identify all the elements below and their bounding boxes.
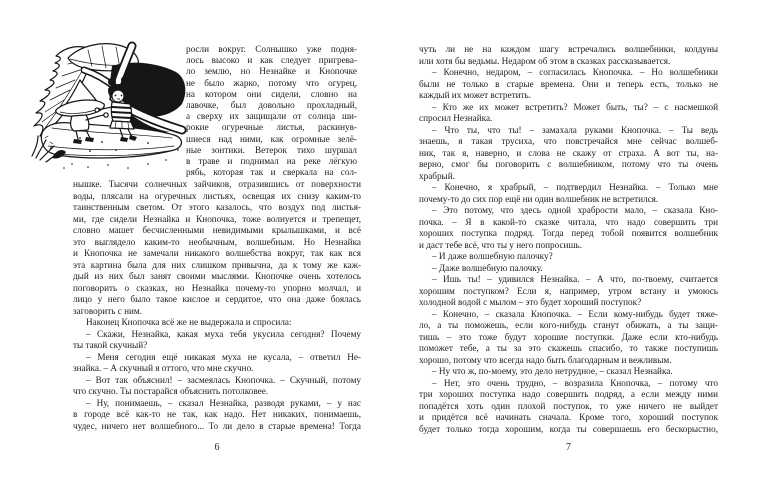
text-line: – Кто же их может встретить? Может быть, ты? – с насмешкой xyxy=(432,101,718,112)
text-line: ник, так я, наверно, и слова не скажу от страха. А вот ты, на- xyxy=(419,147,718,158)
text-line: что скучно. Ты постарайся объяснить потолковее. xyxy=(73,386,269,396)
text-line: – Меня сегодня ещё никакая муха не кусала, – ответил Не- xyxy=(86,351,361,362)
text-line: поможет тебе, а ты за это скажешь спасибо, то также поступишь xyxy=(419,343,718,353)
text-line: или хотя бы ведьмы. Недаром об этом в сказках рассказывается. xyxy=(419,55,671,66)
text-line: хорошо, потому что всегда надо быть благодарным и вежливым. xyxy=(419,354,672,365)
text-line: заговорить с ним. xyxy=(73,305,143,316)
text-line: – Это потому, что здесь одной храбрости мало, – сказала Кно- xyxy=(432,205,718,215)
text-line: словно машет бесчисленными невидимыми крылышками, и всё xyxy=(73,225,361,235)
text-line: ты такой скучный? xyxy=(73,340,148,350)
text-line: в траве и поднимал на реке лёгкую xyxy=(186,155,357,166)
text-line: хороших поступка подряд. Тогда перед тобой появится волшебник xyxy=(419,228,718,238)
text-line: рокие огуречные листья, раскинув- xyxy=(186,122,357,133)
text-line: Наконец Кнопочка всё же не выдержала и спросила: xyxy=(86,317,292,327)
text-line: – Даже волшебную палочку. xyxy=(432,262,543,273)
text-line: эта картина была для них слишком привычна, да к тому же каж- xyxy=(73,259,361,270)
text-line: – Вот так объяснил! – засмеялась Кнопочка. – Скучный, потому xyxy=(86,374,361,385)
text-line: три хороших поступка надо совершить подряд, а если между ними xyxy=(419,389,718,399)
text-line: – Ишь ты! – удивился Незнайка. – А что, по-твоему, считается xyxy=(432,274,718,284)
text-line: шиеся над ними, как огромные зелё- xyxy=(186,133,357,144)
text-line: и придётся всё начинать сначала. Кроме того, хороший поступок xyxy=(419,412,718,422)
text-line: – И даже волшебную палочку? xyxy=(432,251,553,261)
text-line: на котором они сидели, словно на xyxy=(186,88,357,99)
text-line: нышке. Тысячи солнечных зайчиков, отразившись от поверхности xyxy=(73,179,361,189)
text-line: дый из них был занят своими мыслями. Кнопочке очень хотелось xyxy=(73,271,361,281)
text-line: были не только в старые времена. Они и теперь есть, только не xyxy=(419,78,718,89)
text-line: ные зонтики. Ветерок тихо шуршал xyxy=(186,144,357,155)
text-line: – Ну, понимаешь, – сказал Незнайка, разводя руками, – у нас xyxy=(86,397,361,408)
book-illustration xyxy=(28,38,188,182)
text-line: чудес, ничего нет волшебного... То ли дело в старые времена! Тогда xyxy=(73,420,361,431)
text-line: тишь – это тоже будут хорошие поступки. Даже если кто-нибудь xyxy=(419,331,718,342)
text-line: верно, смог бы поговорить с волшебником, потому что ты очень xyxy=(419,159,718,169)
text-line: а сверху их защищали от солнца ши- xyxy=(186,111,357,122)
left-page-number: 6 xyxy=(214,442,220,453)
text-line: – Ну что ж, по-моему, это дело нетрудное, – сказал Незнайка. xyxy=(432,366,673,376)
text-line: и Кнопочка не замечали никакого волшебства вокруг, так как вся xyxy=(73,248,361,258)
text-line: росли вокруг. Солнышко уже подня- xyxy=(186,44,357,54)
text-line: – Конечно, – сказала Кнопочка. – Если кому-нибудь будет тяже- xyxy=(432,308,718,319)
text-line: это выглядело каким-то необычным, волшебным. Но Незнайка xyxy=(73,236,361,247)
text-line: – Нет, это очень трудно, – возразила Кнопочка, – потому что xyxy=(432,377,718,388)
text-line: – Конечно, недаром, – согласилась Кнопочка. – Но волшебники xyxy=(432,67,718,77)
text-line: таинственным светом. От этого казалось, что воздух под листья- xyxy=(73,202,361,212)
text-line: чуть ли не на каждом шагу встречались волшебники, колдуны xyxy=(419,44,718,54)
text-line: ми, где сидели Незнайка и Кнопочка, тоже волнуется и трепещет, xyxy=(73,213,361,224)
text-line: не было жарко, потому что огурец, xyxy=(186,77,357,88)
left-page-body xyxy=(73,179,361,432)
text-line: – Скажи, Незнайка, какая муха тебя укусила сегодня? Почему xyxy=(86,328,361,339)
text-line: и даст тебе всё, что ты у него попросишь. xyxy=(419,239,583,250)
text-line: лицо у него было такое кислое и сердитое, что она даже боялась xyxy=(73,294,361,304)
text-line: – Что ты, что ты! – замахала руками Кнопочка. – Ты ведь xyxy=(432,124,718,135)
text-line: поговорить о сказках, но Незнайка почему-то упорно молчал, и xyxy=(73,282,361,293)
text-line: ло, а ты поможешь, если кого-нибудь станут обижать, а ты защи- xyxy=(419,320,718,330)
text-line: ло землю, но Незнайке и Кнопочке xyxy=(186,66,357,77)
text-line: в городе всё как-то не так, как надо. Нет никаких, понимаешь, xyxy=(73,409,361,419)
text-line: лавочке, был довольно прохладный, xyxy=(186,99,357,110)
text-line: будет только тогда хорошим, когда ты совершаешь его бескорыстно, xyxy=(419,423,718,434)
text-line: знаешь, я такая трусиха, что повстречайся мне сейчас волшеб- xyxy=(419,136,718,146)
text-line: воды, плясали на огуречных листьях, освещая их снизу каким-то xyxy=(73,190,361,201)
text-line: почему-то до сих пор ещё ни один волшебник не встретился. xyxy=(419,193,659,204)
text-line: спросил Незнайка. xyxy=(419,113,493,123)
neznaika-cucumber-drawing-icon xyxy=(28,38,188,182)
text-line: рябь, которая так и сверкала на сол- xyxy=(186,167,357,178)
text-line: хорошим поступком? Если я, например, утром встану и умоюсь xyxy=(419,285,718,296)
text-line: почка. – Я в какой-то сказке читала, что надо совершить три xyxy=(419,216,718,227)
text-line: каждый их может встретить. xyxy=(419,90,532,100)
text-line: знайка. – А скучный я оттого, что мне скучно. xyxy=(73,363,254,373)
right-page-body xyxy=(419,44,718,435)
left-page-intro-column xyxy=(186,44,357,178)
text-line: храбрый. xyxy=(419,170,455,181)
right-page-number: 7 xyxy=(566,442,571,453)
text-line: – Конечно, я храбрый, – подтвердил Незнайка. – Только мне xyxy=(432,182,718,192)
text-line: лось высоко и как следует пригрева- xyxy=(186,55,357,66)
text-line: холодной водой с мылом – это будет хороший поступок? xyxy=(419,297,642,307)
text-line: попадётся хоть один плохой поступок, то уже ничего не выйдет xyxy=(419,400,718,411)
